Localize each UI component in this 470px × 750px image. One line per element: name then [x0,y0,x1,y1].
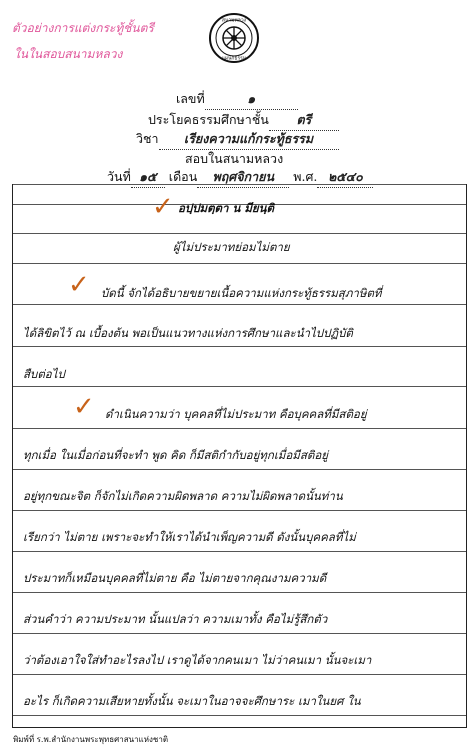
essay-line: เรียกว่า ไม่ตาย เพราะจะทำให้เราได้นำเพ็ญความดี ดังนั้นบุคคลที่ไม่ [23,530,356,544]
check-mark-icon: ✓ [68,270,90,300]
subject-value: เรียงความแก้กระทู้ธรรม [183,131,314,146]
essay-line: ประมาทก็เหมือนบุคคลที่ไม่ตาย คือ ไม่ตายจากคุณงามความดี [23,571,327,585]
exam-location: สอบในสนามหลวง [185,151,284,166]
number-row [176,89,298,110]
essay-line: ทุกเมื่อ ในเมื่อก่อนที่จะทำ พูด คิด ก็มีสติกำกับอยู่ทุกเมื่อมีสติอยู่ [23,448,328,462]
printer-credit: พิมพ์ที่ ร.พ.สำนักงานพระพุทธศาสนาแห่งชาติ [13,735,169,744]
example-title: ตัวอย่างการแต่งกระทู้ชั้นตรี [12,21,154,35]
essay-line: ดำเนินความว่า บุคคลที่ไม่ประมาท คือบุคคลที่มีสติอยู่ [105,407,367,421]
date-month-label: เดือน [168,169,198,184]
check-mark-icon: ✓ [73,392,95,422]
date-year-value: ๒๕๔๐ [327,169,363,184]
seal-text-bottom: แผนกธรรม [221,55,247,62]
essay-line: อะไร ก็เกิดความเสียหายทั้งนั้น จะเมาในอาจจะศึกษาระ เมาในยศ ใน [23,694,361,708]
answer-sheet [12,184,467,728]
check-mark-icon: ✓ [152,192,174,222]
subject-label: วิชา [136,131,159,146]
date-day-value: ๑๕ [139,169,157,184]
level-label: ประโยคธรรมศึกษาชั้น [148,112,269,127]
level-value: ตรี [296,112,312,127]
essay-line: บัดนี้ จักได้อธิบายขยายเนื้อความแห่งกระทู้ธรรมสุภาษิตที่ [101,286,382,300]
level-row [148,110,339,131]
essay-line: ได้ลิขิตไว้ ณ เบื้องต้น พอเป็นแนวทางแห่งการศึกษาและนำไปปฏิบัติ [23,326,353,340]
date-month-value: พฤศจิกายน [212,169,275,184]
essay-line: ส่วนคำว่า ความประมาท นั้นแปลว่า ความเมาทั้ง คือไม่รู้สึกตัว [23,612,328,626]
number-label: เลขที่ [176,91,205,106]
essay-line: อยู่ทุกขณะจิต ก็จักไม่เกิดความผิดพลาด ความไม่ผิดพลาดนั้นท่าน [23,489,343,503]
seal-emblem-icon [208,12,260,64]
essay-line: ว่าต้องเอาใจใส่ทำอะไรลงไป เราดูได้จากคนเมา ไม่ว่าคนเมา นั้นจะเมา [23,653,372,667]
seal-text-top: สนามหลวง [221,17,247,24]
example-subtitle: ในในสอบสนามหลวง [14,47,123,61]
number-value: ๑ [247,91,256,106]
subject-row [136,129,339,150]
essay-title: อปฺปมตฺตา น มียนฺติ [178,201,274,215]
essay-title-translation: ผู้ไม่ประมาทย่อมไม่ตาย [173,240,290,254]
date-year-label: พ.ศ. [293,169,318,184]
date-day-label: วันที่ [107,169,131,184]
essay-line: สืบต่อไป [23,367,65,381]
